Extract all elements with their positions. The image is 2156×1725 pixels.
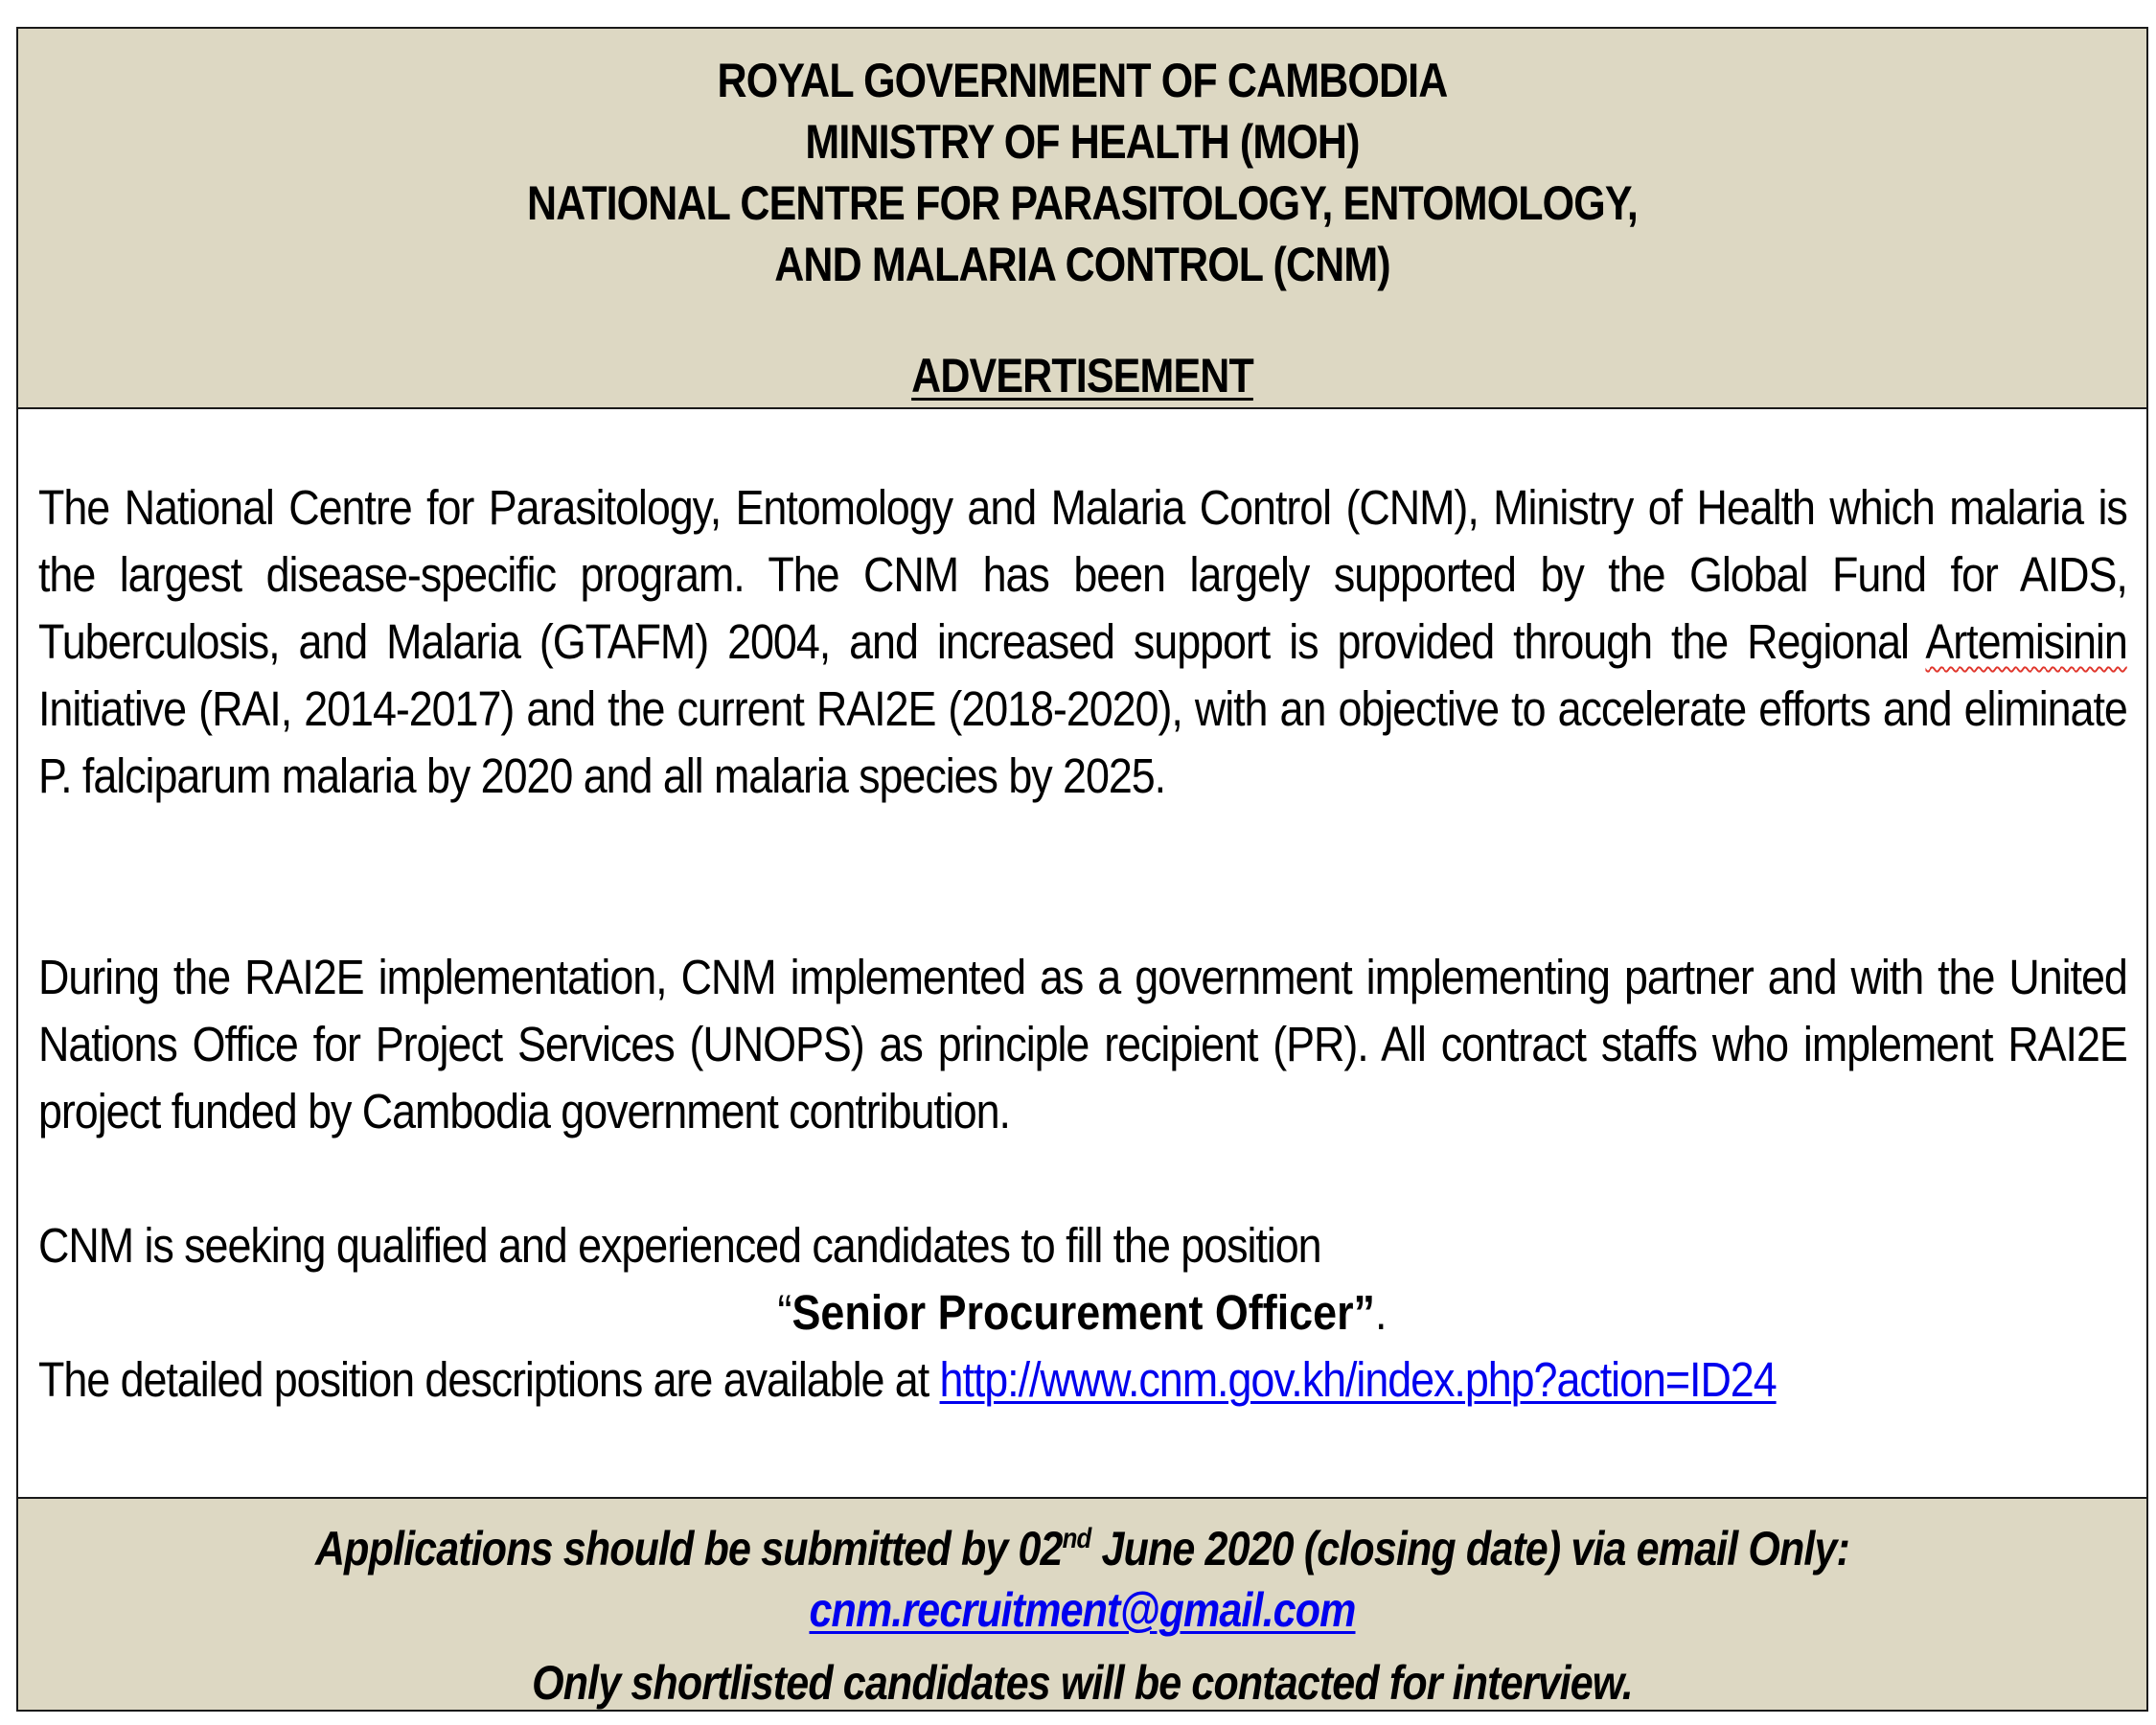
paragraph-seeking: CNM is seeking qualified and experienced candidates to fill the position: [38, 1218, 1321, 1273]
deadline-text-2: June 2020 (closing date) via email Only:: [1090, 1522, 1850, 1576]
footer-panel: [18, 1497, 2146, 1710]
spellcheck-word: Artemisinin: [1925, 614, 2127, 669]
position-title: Senior Procurement Officer”: [791, 1285, 1375, 1340]
advertisement-title: ADVERTISEMENT: [911, 349, 1253, 402]
position-period: .: [1374, 1285, 1388, 1340]
header-line-ministry: MINISTRY OF HEALTH (MOH): [805, 115, 1360, 169]
email-line: [167, 1579, 1997, 1641]
body-section: [18, 409, 2146, 1497]
email-link[interactable]: cnm.recruitment@gmail.com: [809, 1583, 1356, 1637]
header-line-government: ROYAL GOVERNMENT OF CAMBODIA: [717, 54, 1448, 107]
shortlist-note: Only shortlisted candidates will be contacted for interview.: [532, 1656, 1633, 1710]
paragraph-intro-text-2: Initiative (RAI, 2014-2017) and the current RAI2E (2018-2020), with an objective to accelerate efforts and eliminate P. falciparum malaria by 2020 and all malaria species by 2025.: [38, 681, 2127, 803]
position-open-quote: “: [777, 1285, 792, 1340]
header-line-centre: NATIONAL CENTRE FOR PARASITOLOGY, ENTOMOLOGY,: [526, 176, 1639, 230]
header-lines: [18, 50, 2146, 295]
details-link[interactable]: http://www.cnm.gov.kh/index.php?action=ID24: [939, 1352, 1777, 1407]
advertisement-frame: [16, 27, 2148, 1712]
position-title-row: [146, 1279, 2018, 1346]
paragraph-intro-text-1: The National Centre for Parasitology, Entomology and Malaria Control (CNM), Ministry of Health which malaria is the largest disease-specific program. The CNM has been largely supported by the Global Fund for AIDS, Tuberculosis, and Malaria (GTAFM) 2004, and increased support is provided through the Regional: [38, 480, 2127, 669]
header-line-control: AND MALARIA CONTROL (CNM): [774, 238, 1390, 291]
paragraph-implementation: During the RAI2E implementation, CNM implemented as a government implementing partner and with the United Nations Office for Project Services (UNOPS) as principle recipient (PR). All contract staffs who implement RAI2E project funded by Cambodia government contribution.: [38, 950, 2127, 1138]
deadline-line: [167, 1518, 1997, 1579]
deadline-text-1: Applications should be submitted by 02: [314, 1522, 1063, 1576]
details-text: The detailed position descriptions are available at: [38, 1352, 940, 1407]
details-row: [38, 1346, 1777, 1414]
header-panel: [18, 29, 2146, 409]
deadline-ordinal: nd: [1062, 1523, 1091, 1554]
advertisement-title-row: [167, 345, 1997, 406]
paragraph-intro: [38, 474, 2127, 810]
